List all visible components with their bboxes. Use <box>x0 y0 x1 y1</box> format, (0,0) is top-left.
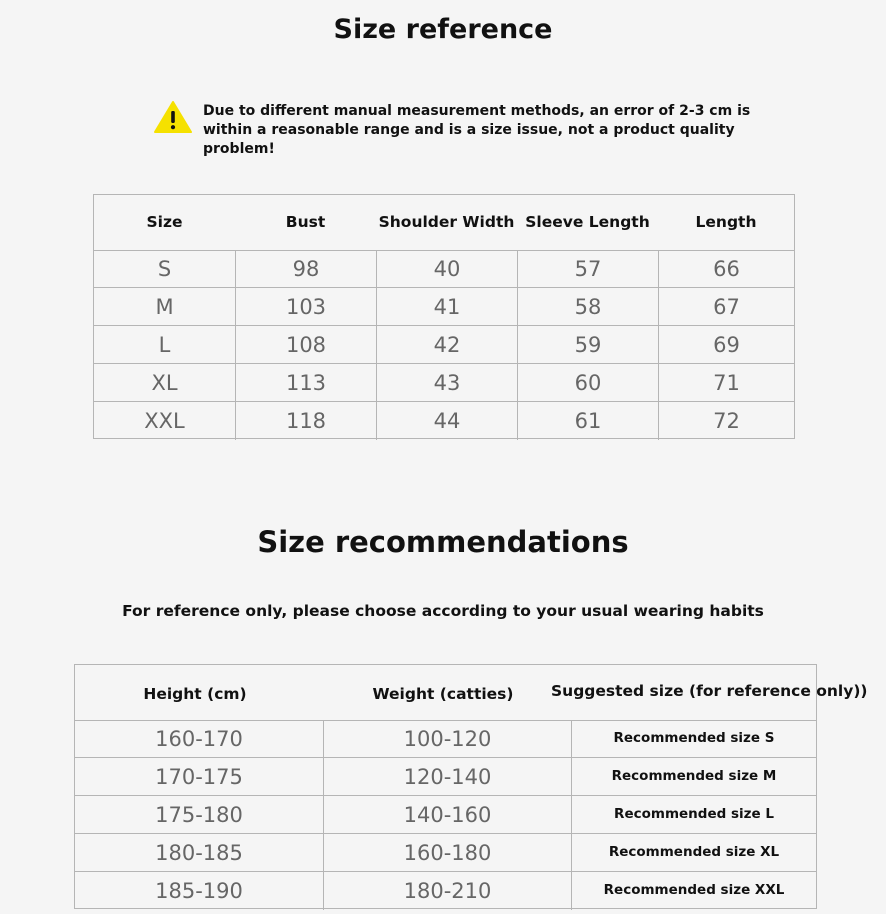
table-cell: L <box>158 333 171 357</box>
header-bust: Bust <box>285 213 326 231</box>
table-cell: 44 <box>376 402 517 440</box>
table-row <box>75 720 816 758</box>
table-cell: 59 <box>517 326 658 364</box>
table-cell: 113 <box>235 364 376 402</box>
table-cell: 160-170 <box>155 727 243 751</box>
header-length: Length <box>695 213 757 231</box>
measurement-notice: Due to different manual measurement methods, an error of 2-3 cm is within a reasonable range and is a size issue, not a product quality problem! <box>203 103 751 157</box>
table-cell: 140-160 <box>323 796 571 834</box>
table-row <box>94 288 794 326</box>
size-recommendations-table <box>74 664 868 909</box>
table-cell: 61 <box>517 402 658 440</box>
header-height: Height (cm) <box>143 685 247 703</box>
table-cell: 160-180 <box>323 834 571 872</box>
table-cell: M <box>155 295 174 319</box>
table-cell: 69 <box>658 326 794 364</box>
recommended-size-cell: Recommended size S <box>571 720 816 758</box>
table-cell: 108 <box>235 326 376 364</box>
table-cell: 43 <box>376 364 517 402</box>
table-row <box>75 796 816 834</box>
table-row <box>94 364 794 402</box>
header-size: Size <box>146 213 183 231</box>
header-sleeve-length: Sleeve Length <box>525 213 650 231</box>
size-reference-table <box>93 194 795 439</box>
table-cell: 170-175 <box>155 765 243 789</box>
table-cell: 57 <box>517 250 658 288</box>
table-header <box>75 665 868 721</box>
table-cell: 100-120 <box>323 720 571 758</box>
table-cell: 67 <box>658 288 794 326</box>
table-cell: 41 <box>376 288 517 326</box>
table-header <box>94 195 794 251</box>
recommended-size-cell: Recommended size XXL <box>571 872 816 910</box>
size-reference-title: Size reference <box>333 14 553 45</box>
size-recommendations-title: Size recommendations <box>257 525 629 559</box>
table-cell: 58 <box>517 288 658 326</box>
header-shoulder-width: Shoulder Width <box>378 213 515 231</box>
table-row <box>94 250 794 288</box>
header-suggested-size: Suggested size (for reference only)) <box>551 682 868 700</box>
table-cell: 175-180 <box>155 803 243 827</box>
recommended-size-cell: Recommended size XL <box>571 834 816 872</box>
table-row <box>75 872 816 910</box>
recommendations-subtitle: For reference only, please choose according to your usual wearing habits <box>122 602 764 620</box>
table-cell: 66 <box>658 250 794 288</box>
recommended-size-cell: Recommended size L <box>571 796 816 834</box>
table-cell: 180-185 <box>155 841 243 865</box>
recommended-size-cell: Recommended size M <box>571 758 816 796</box>
table-row <box>75 834 816 872</box>
table-row <box>94 402 794 440</box>
header-weight: Weight (catties) <box>372 685 514 703</box>
table-row <box>94 326 794 364</box>
table-cell: S <box>157 257 172 281</box>
table-cell: 40 <box>376 250 517 288</box>
table-cell: 185-190 <box>155 879 243 903</box>
table-cell: 72 <box>658 402 794 440</box>
table-row <box>75 758 816 796</box>
table-cell: 60 <box>517 364 658 402</box>
table-cell: 180-210 <box>323 872 571 910</box>
table-cell: 98 <box>235 250 376 288</box>
table-cell: XXL <box>144 409 185 433</box>
table-cell: 71 <box>658 364 794 402</box>
table-cell: 120-140 <box>323 758 571 796</box>
table-cell: 103 <box>235 288 376 326</box>
table-cell: XL <box>151 371 178 395</box>
table-cell: 42 <box>376 326 517 364</box>
warning-icon <box>154 100 192 134</box>
table-cell: 118 <box>235 402 376 440</box>
